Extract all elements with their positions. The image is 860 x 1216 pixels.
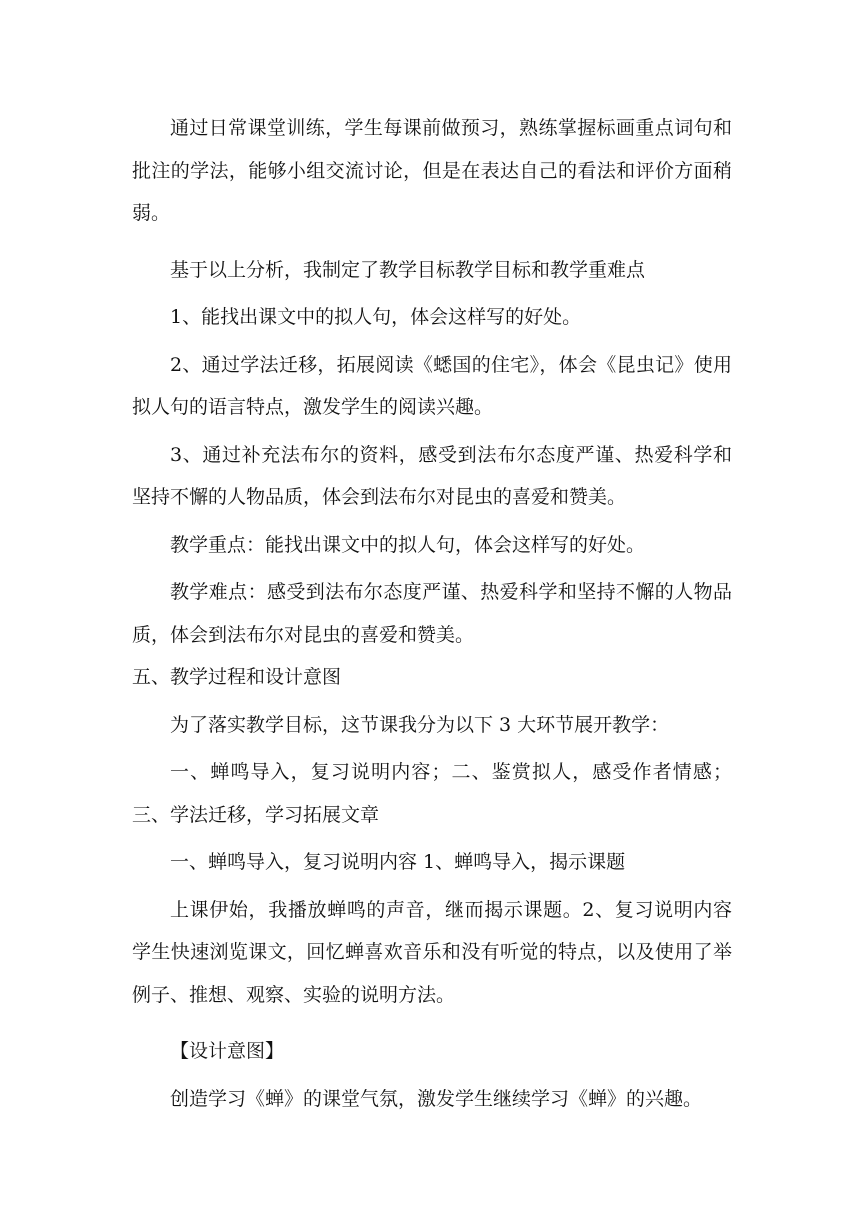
paragraph-goal-1: 1、能找出课文中的拟人句，体会这样写的好处。 bbox=[170, 306, 582, 328]
paragraph-goal-3: 3、通过补充法布尔的资料，感受到法布尔态度严谨、热爱科学和坚持不懈的人物品质，体会到法布尔对昆虫的喜爱和赞美。 bbox=[132, 443, 732, 508]
document-body bbox=[132, 107, 732, 1120]
paragraph-design-intent-body: 创造学习《蝉》的课堂气氛，激发学生继续学习《蝉》的兴趣。 bbox=[170, 1087, 703, 1110]
paragraph-stage-1-body: 上课伊始，我播放蝉鸣的声音，继而揭示课题。2、复习说明内容学生快速浏览课文，回忆蝉喜欢音乐和没有听觉的特点，以及使用了举例子、推想、观察、实验的说明方法。 bbox=[132, 898, 732, 1006]
paragraph-process-stages: 一、蝉鸣导入，复习说明内容；二、鉴赏拟人，感受作者情感；三、学法迁移，学习拓展文章 bbox=[132, 761, 732, 826]
paragraph-preview-habits: 通过日常课堂训练，学生每课前做预习，熟练掌握标画重点词句和批注的学法，能够小组交流讨论，但是在表达自己的看法和评价方面稍弱。 bbox=[132, 117, 732, 224]
paragraph-goal-2: 2、通过学法迁移，拓展阅读《蟋国的住宅》，体会《昆虫记》使用拟人句的语言特点，激发学生的阅读兴趣。 bbox=[132, 353, 732, 418]
paragraph-process-intro: 为了落实教学目标，这节课我分为以下 3 大环节展开教学： bbox=[170, 713, 670, 736]
paragraph-difficult-point: 教学难点：感受到法布尔态度严谨、热爱科学和坚持不懈的人物品质，体会到法布尔对昆虫的喜爱和赞美。 bbox=[132, 581, 732, 646]
paragraph-stage-1-heading: 一、蝉鸣导入，复习说明内容 1、蝉鸣导入，揭示课题 bbox=[170, 851, 626, 873]
paragraph-key-point: 教学重点：能找出课文中的拟人句，体会这样写的好处。 bbox=[170, 533, 646, 556]
section-heading-process: 五、教学过程和设计意图 bbox=[132, 666, 342, 688]
paragraph-design-intent-label: 【设计意图】 bbox=[170, 1040, 285, 1062]
paragraph-goals-intro: 基于以上分析，我制定了教学目标教学目标和教学重难点 bbox=[170, 258, 646, 281]
